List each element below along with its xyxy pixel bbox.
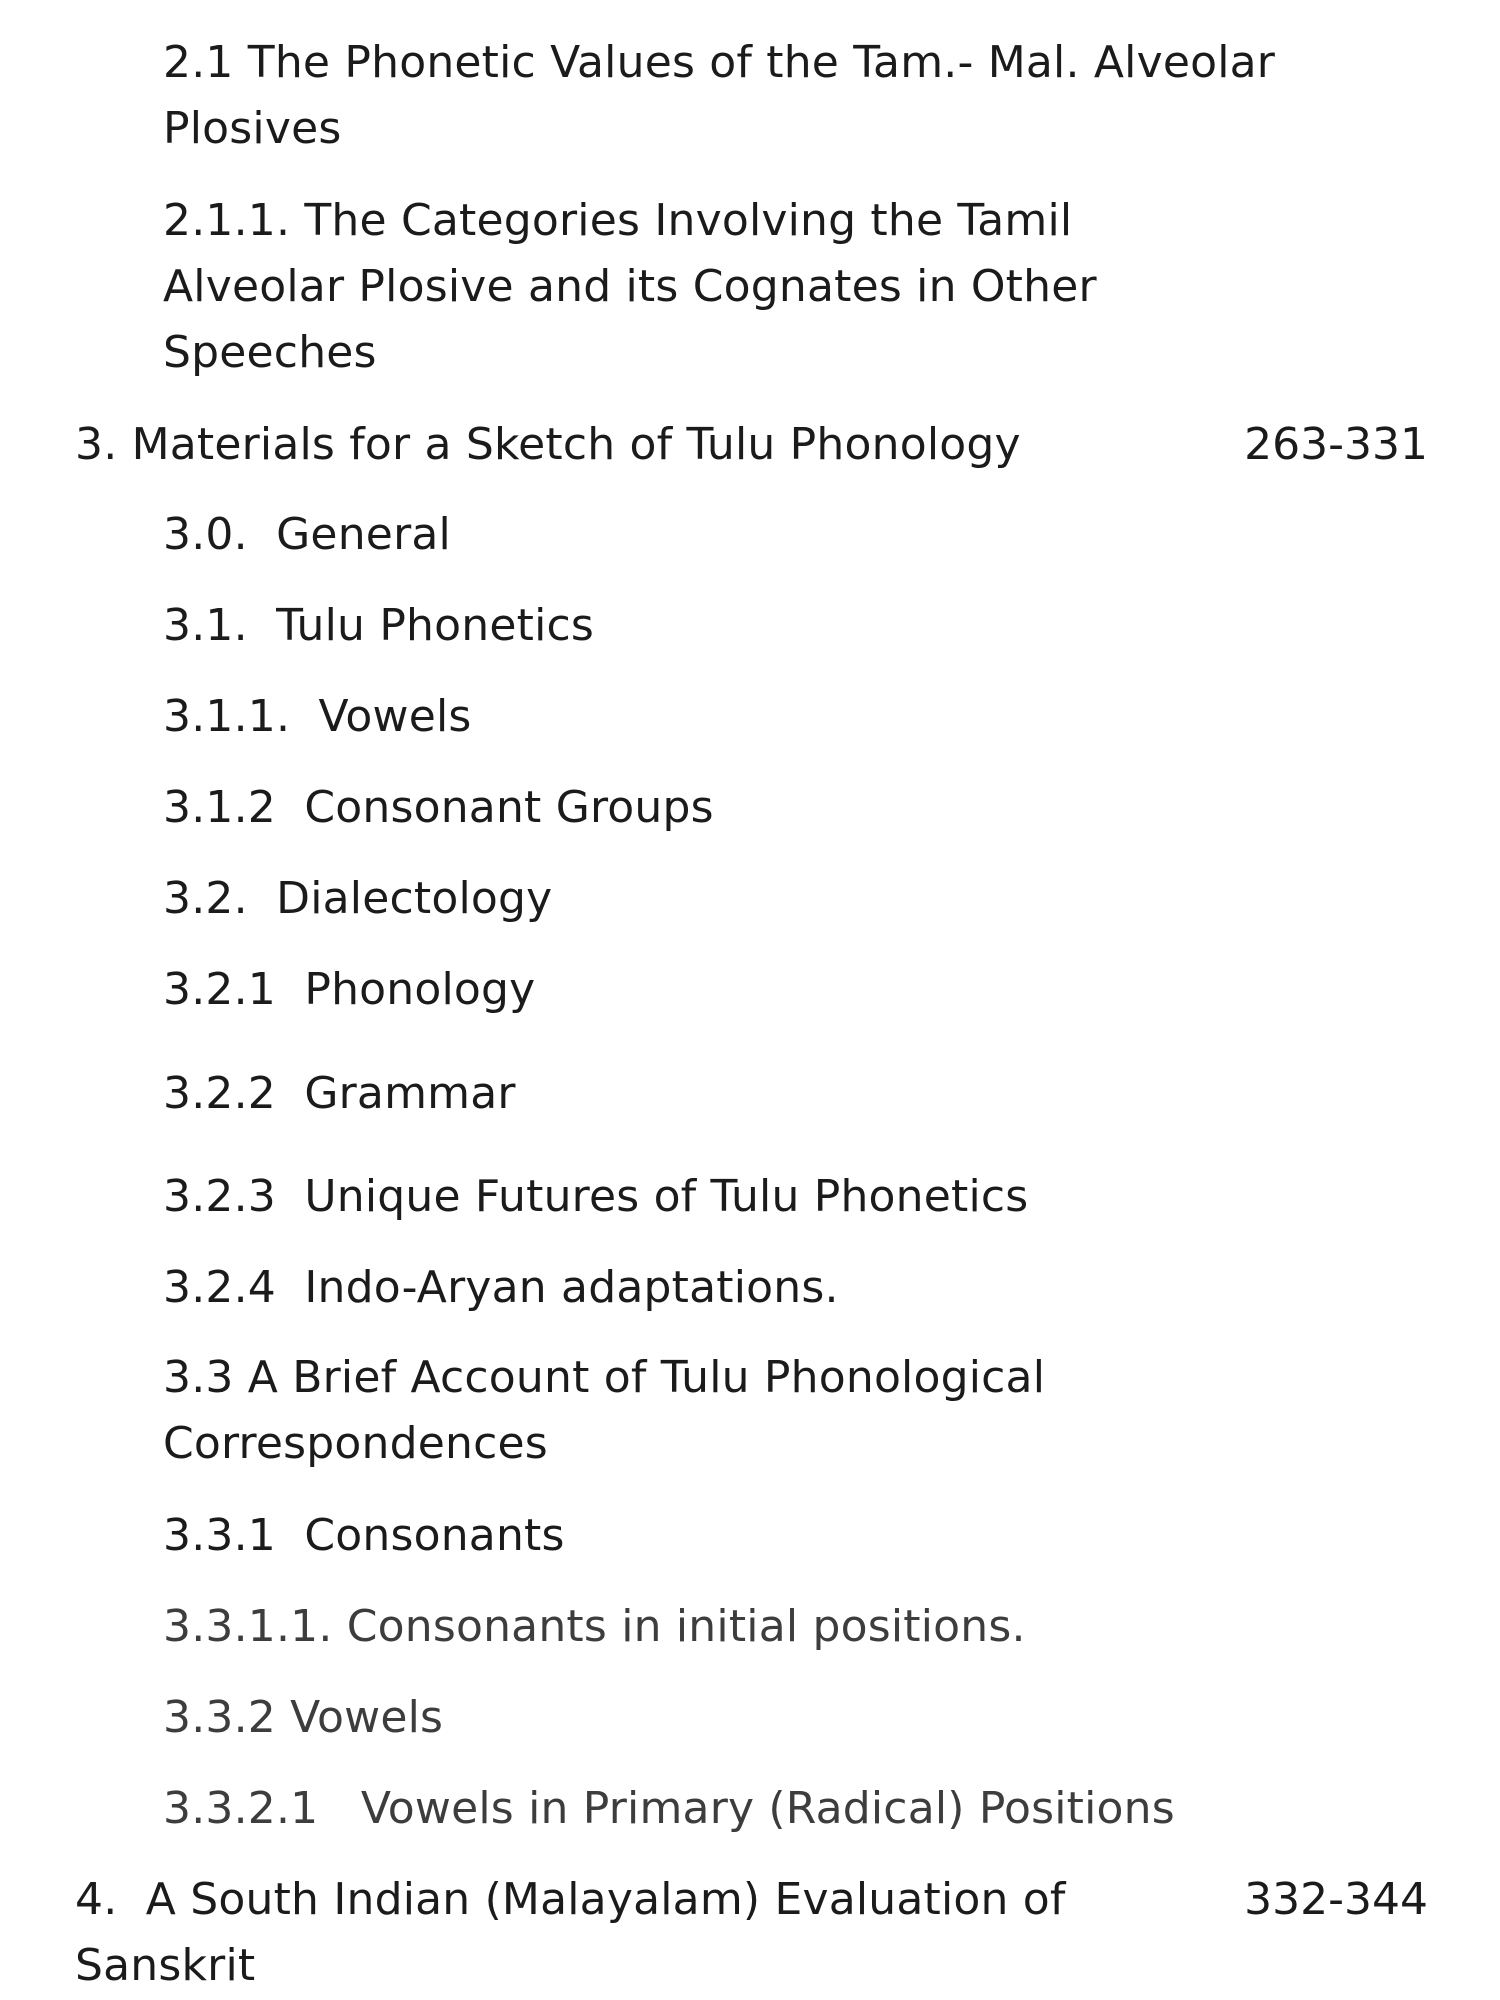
toc-entry: [163, 1061, 516, 1127]
toc-entry-line: [163, 1503, 565, 1569]
toc-entry-number: 3.3.1.1.: [163, 1601, 333, 1652]
toc-entry-number: 3.: [75, 419, 118, 470]
toc-entry-title: Tulu Phonetics: [276, 600, 595, 651]
toc-entry-number: 3.3.2.1: [163, 1783, 319, 1834]
toc-entry-number: 2.1.1.: [163, 195, 291, 246]
toc-entry-line: [163, 1345, 1045, 1411]
toc-entry-line: [163, 1685, 443, 1751]
toc-entry: [163, 866, 552, 932]
toc-entry-line: Correspondences: [163, 1418, 548, 1469]
toc-entry-title: Unique Futures of Tulu Phonetics: [304, 1171, 1029, 1222]
toc-entry-line: Speeches: [163, 327, 377, 378]
toc-entry-title: General: [276, 509, 451, 560]
toc-entry-line: [75, 1867, 1066, 1933]
toc-entry: [163, 1345, 1045, 1477]
toc-entry-line: [163, 188, 1097, 254]
toc-entry-title: A South Indian (Malayalam) Evaluation of: [145, 1874, 1066, 1925]
toc-entry-number: 3.1.2: [163, 782, 276, 833]
toc-entry-title: The Categories Involving the Tamil: [304, 195, 1073, 246]
toc-entry-title: Consonants: [304, 1510, 565, 1561]
toc-entry-number: 4.: [75, 1874, 118, 1925]
toc-entry: [163, 775, 714, 841]
toc-entry-title: Consonant Groups: [304, 782, 714, 833]
toc-entry-title: The Phonetic Values of the Tam.- Mal. Alveolar: [247, 37, 1276, 88]
toc-entry-line: [163, 775, 714, 841]
toc-entry-number: 2.1: [163, 37, 234, 88]
toc-entry-line: [163, 866, 552, 932]
toc-entry: [163, 30, 1275, 162]
toc-entry-title: Vowels in Primary (Radical) Positions: [360, 1783, 1175, 1834]
toc-entry-line: Sanskrit: [75, 1940, 256, 1991]
toc-entry: [163, 957, 535, 1023]
toc-entry: [163, 1594, 1026, 1660]
toc-entry-line: [163, 502, 451, 568]
toc-entry-line: [75, 412, 1021, 478]
toc-entry: [163, 1776, 1175, 1842]
toc-entry-number: 3.3.2: [163, 1692, 276, 1743]
toc-entry-number: 3.1.1.: [163, 691, 291, 742]
toc-entry-title: Dialectology: [276, 873, 553, 924]
toc-page-range: 263-331: [1244, 419, 1428, 470]
toc-entry-title: Phonology: [304, 964, 536, 1015]
toc-entry-number: 3.3: [163, 1352, 234, 1403]
toc-entry-line: [163, 30, 1275, 96]
toc-entry-title: Grammar: [304, 1068, 516, 1119]
toc-entry-line: [163, 1776, 1175, 1842]
toc-entry-number: 3.0.: [163, 509, 248, 560]
toc-entry-title: Consonants in initial positions.: [346, 1601, 1026, 1652]
toc-entry-number: 3.2.3: [163, 1171, 276, 1222]
toc-entry-line: [163, 1594, 1026, 1660]
toc-entry: [163, 1164, 1028, 1230]
toc-entry-line: [163, 957, 535, 1023]
toc-entry-line: [163, 684, 472, 750]
toc-entry-line: Plosives: [163, 103, 342, 154]
toc-entry-line: [163, 593, 594, 659]
toc-entry-line: [163, 1164, 1028, 1230]
toc-entry: [163, 502, 451, 568]
toc-entry-title: Vowels: [290, 1692, 444, 1743]
toc-entry: [163, 1685, 443, 1751]
toc-entry: [163, 1255, 839, 1321]
toc-entry: [163, 684, 472, 750]
toc-entry-number: 3.2.1: [163, 964, 276, 1015]
toc-entry-number: 3.1.: [163, 600, 248, 651]
toc-entry-chapter: [75, 1867, 1066, 1999]
toc-entry: [163, 1503, 565, 1569]
toc-entry-title: Indo-Aryan adaptations.: [304, 1262, 839, 1313]
toc-entry-number: 3.2.4: [163, 1262, 276, 1313]
toc-entry-line: [163, 1061, 516, 1127]
toc-entry-title: Materials for a Sketch of Tulu Phonology: [131, 419, 1021, 470]
toc-entry: [163, 593, 594, 659]
toc-entry-line: Alveolar Plosive and its Cognates in Other: [163, 261, 1097, 312]
toc-page-range: 332-344: [1244, 1874, 1428, 1925]
toc-entry-number: 3.2.2: [163, 1068, 276, 1119]
toc-entry-chapter: [75, 412, 1021, 478]
toc-entry-title: Vowels: [318, 691, 472, 742]
toc-entry-number: 3.2.: [163, 873, 248, 924]
toc-entry: [163, 188, 1097, 386]
toc-entry-line: [163, 1255, 839, 1321]
toc-entry-title: A Brief Account of Tulu Phonological: [247, 1352, 1046, 1403]
toc-entry-number: 3.3.1: [163, 1510, 276, 1561]
